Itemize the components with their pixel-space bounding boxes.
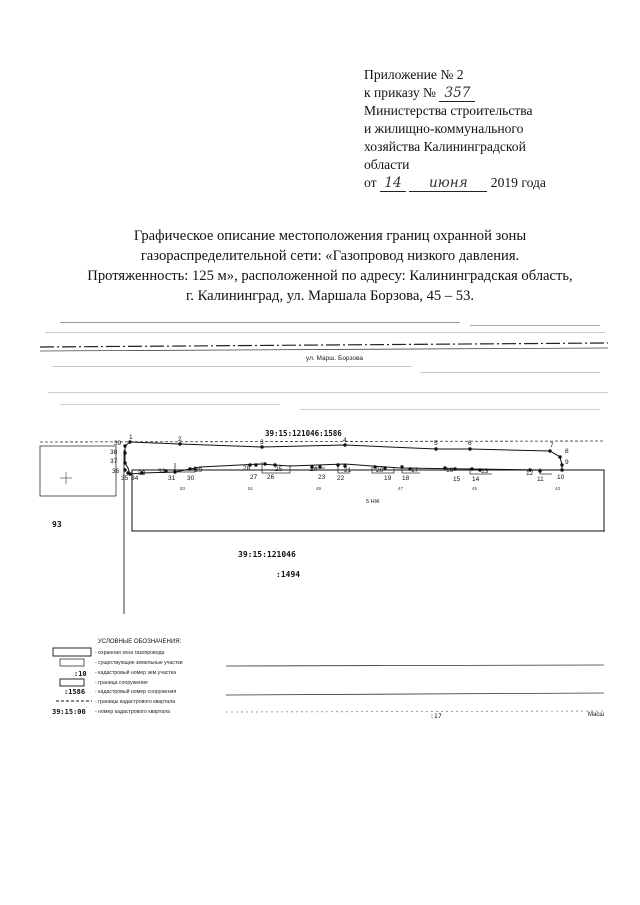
point-label-29: 29 [195, 467, 203, 474]
legend-symbol-parcel-number: :10 [74, 670, 87, 678]
order-prefix: к приказу № [364, 85, 437, 100]
point-label-14: 14 [472, 476, 480, 483]
building-label: 5 НЖ [366, 499, 380, 505]
point-label-6: 6 [468, 440, 472, 447]
point-label-27: 27 [250, 474, 258, 481]
order-number: 357 [439, 86, 475, 102]
building-entries [175, 462, 552, 474]
date-prefix: от [364, 175, 377, 190]
appendix-block [364, 66, 604, 192]
point-label-3: 3 [260, 439, 264, 446]
legend-text-2: - существующие земельные участки [95, 660, 183, 666]
point-label-8: 8 [565, 448, 569, 455]
point-label-37: 37 [110, 458, 118, 465]
quarter-boundary [40, 441, 605, 442]
point-label-33: 33 [138, 470, 146, 477]
date-suffix: 2019 года [490, 175, 546, 190]
point-label-32: 32 [158, 468, 166, 475]
point-label-34: 34 [131, 475, 139, 482]
street-label: ул. Марш. Борзова [306, 355, 363, 362]
point-label-20: 20 [376, 467, 384, 474]
legend-symbol-protection-zone [53, 648, 91, 656]
left-parcel-label: 93 [52, 520, 62, 529]
left-parcel [40, 446, 116, 529]
point-label-13: 13 [481, 468, 489, 475]
scan-noise [45, 322, 608, 410]
site-plan [0, 310, 640, 725]
legend-text-1: - охранная зона газопровода [95, 650, 165, 656]
point-label-38: 38 [110, 449, 118, 456]
legend [52, 639, 183, 716]
point-label-36: 36 [112, 468, 120, 475]
house-number-43: 43 [555, 486, 561, 491]
point-label-12: 12 [526, 470, 534, 477]
point-label-25: 25 [275, 466, 283, 473]
bottom-parcel-label: :17 [430, 712, 442, 720]
point-label-9: 9 [565, 459, 569, 466]
structure-cadastral-number: 39:15:121046:1586 [265, 429, 342, 438]
point-label-39: 39 [114, 440, 122, 447]
parcel-cadastral-number: :1494 [276, 570, 301, 579]
house-number-45: 45 [472, 486, 478, 491]
legend-heading: УСЛОВНЫЕ ОБОЗНАЧЕНИЯ: [98, 639, 182, 645]
legend-text-7: - номер кадастрового квартала [95, 709, 171, 715]
document-title [40, 226, 620, 306]
legend-text-6: - границы кадастрового квартала [95, 699, 176, 705]
house-number-47: 47 [398, 486, 404, 491]
date-month: июня [409, 176, 487, 192]
lower-boundaries [226, 665, 604, 712]
point-label-16: 16 [446, 467, 454, 474]
house-number-49: 49 [316, 486, 322, 491]
point-label-17: 17 [411, 467, 419, 474]
point-label-4: 4 [343, 437, 347, 444]
house-number-53: 53 [180, 486, 186, 491]
point-label-19: 19 [384, 475, 392, 482]
point-label-22: 22 [337, 475, 345, 482]
point-label-24: 24 [310, 466, 318, 473]
point-label-18: 18 [402, 475, 410, 482]
appendix-line-5: хозяйства Калининградской [364, 139, 526, 154]
point-label-30: 30 [187, 475, 195, 482]
appendix-date-line [364, 174, 604, 192]
point-label-28: 28 [243, 465, 251, 472]
title-line-1: Графическое описание местоположения границ охранной зоны [133, 228, 527, 244]
legend-symbol-structure [60, 679, 84, 686]
legend-text-3: - кадастровый номер зем.участка [95, 670, 177, 676]
scale-label: Масш [588, 712, 605, 718]
legend-symbol-structure-number: :1586 [64, 688, 86, 696]
date-day: 14 [380, 176, 406, 192]
house-number-51: 51 [248, 486, 254, 491]
point-label-21: 21 [344, 467, 352, 474]
appendix-line-6: области [364, 157, 410, 172]
appendix-line-3: Министерства строительства [364, 103, 533, 118]
point-label-11: 11 [537, 476, 544, 483]
point-label-23: 23 [318, 474, 326, 481]
appendix-line-2 [364, 84, 604, 102]
appendix-line-4: и жилищно-коммунального [364, 121, 524, 136]
point-label-1: 1 [129, 434, 133, 441]
street [40, 343, 608, 362]
legend-text-5: - кадастровый номер сооружения [95, 689, 177, 695]
house-numbers [180, 486, 561, 491]
legend-text-4: - граница сооружения [95, 680, 148, 686]
legend-symbol-quarter-number: 39:15:00 [52, 708, 86, 716]
point-label-5: 5 [434, 440, 438, 447]
point-label-26: 26 [267, 474, 275, 481]
point-label-7: 7 [550, 442, 554, 449]
point-label-31: 31 [168, 475, 176, 482]
legend-symbol-parcels [60, 659, 84, 666]
point-label-2: 2 [178, 436, 182, 443]
title-line-2: газораспределительной сети: «Газопровод низкого давления. [140, 248, 520, 264]
point-label-15: 15 [453, 476, 461, 483]
point-label-35: 35 [121, 475, 129, 482]
title-line-4: г. Калининград, ул. Маршала Борзова, 45 – 53. [185, 288, 475, 304]
title-line-3: Протяженность: 125 м», расположенной по адресу: Калининградская область, [87, 268, 573, 284]
appendix-line-1: Приложение № 2 [364, 67, 464, 82]
quarter-cadastral-number: 39:15:121046 [238, 550, 296, 559]
point-label-10: 10 [557, 474, 565, 481]
